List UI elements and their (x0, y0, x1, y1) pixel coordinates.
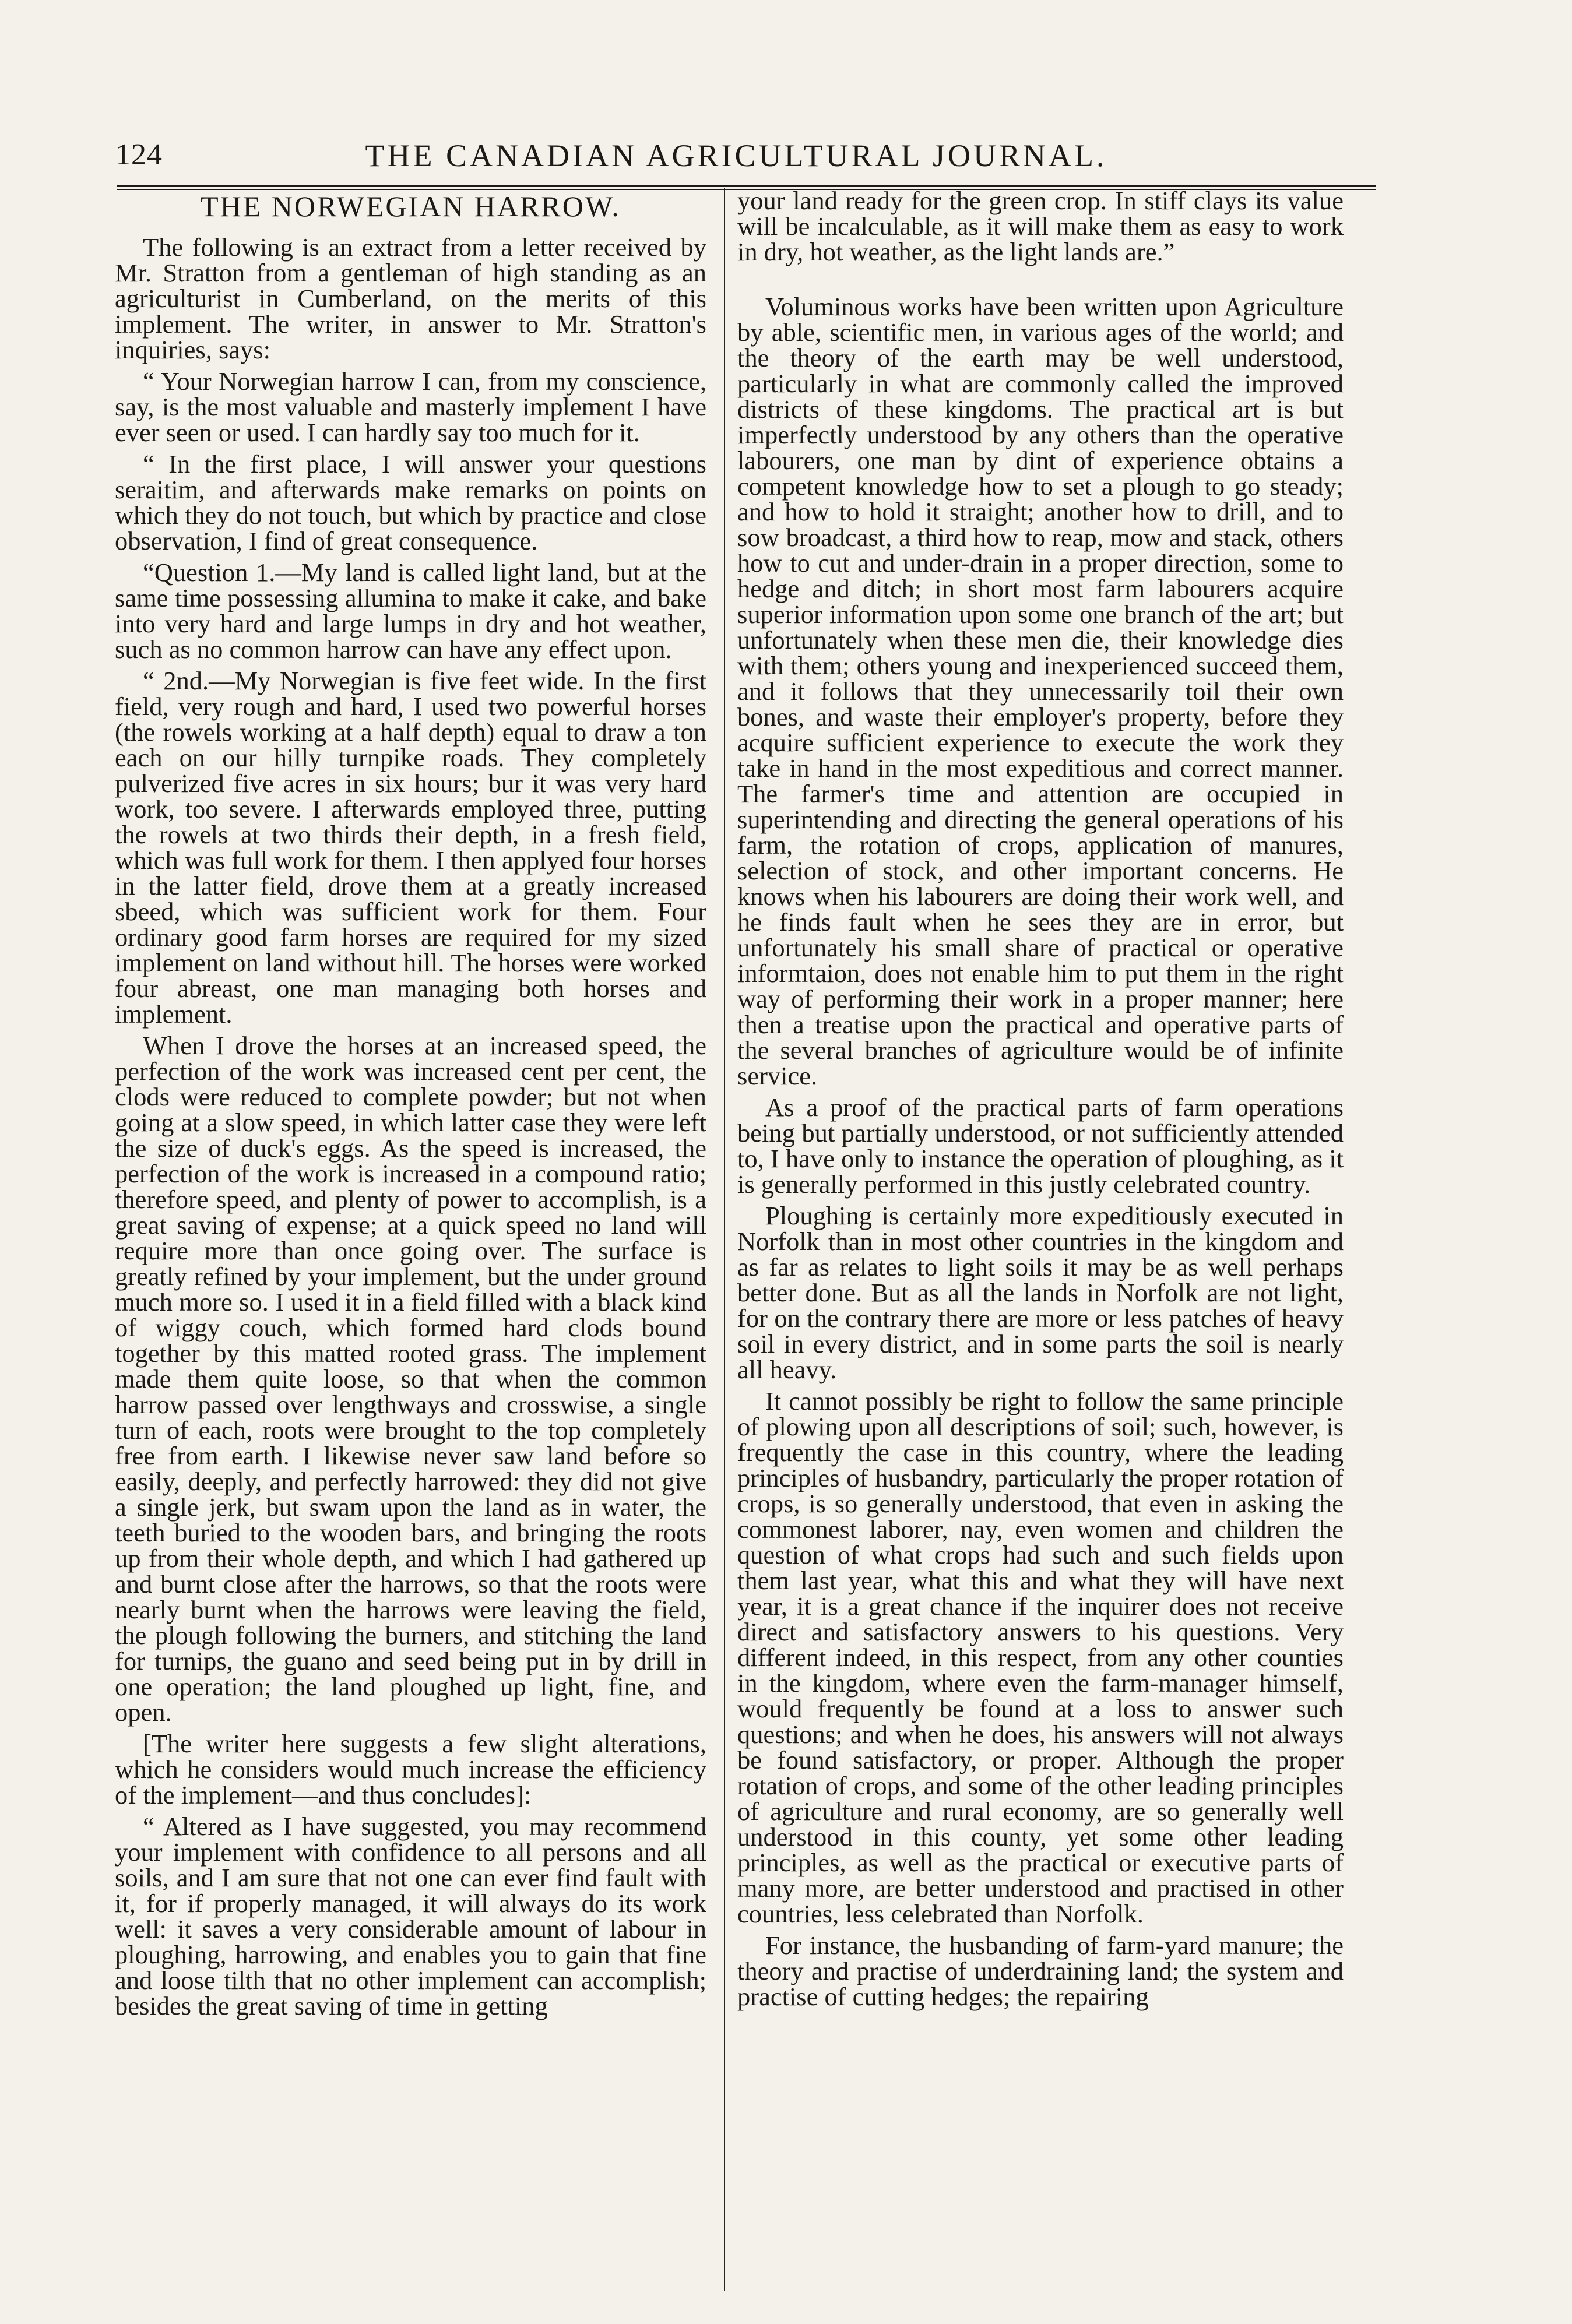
paragraph: Ploughing is certainly more expeditiously executed in Norfolk than in most other countries in the kingdom and as far as relates to light soils it may be as well perhaps better done. But as all the lands in Norfolk are not light, for on the contrary there are more or less patches of heavy soil in every district, and in some parts the soil is nearly all heavy. (737, 1201, 1344, 1384)
left-column (115, 188, 706, 2294)
right-column (737, 188, 1344, 2294)
page-number: 124 (115, 138, 163, 171)
paragraph: “ In the first place, I will answer your questions seraitim, and afterwards make remarks on points on which they do not touch, but which by practice and close observation, I find of great consequence. (115, 449, 706, 555)
paragraph: “ Your Norwegian harrow I can, from my conscience, say, is the most valuable and masterly implement I have ever seen or used. I can hardly say too much for it. (115, 367, 706, 447)
paragraph: The following is an extract from a letter received by Mr. Stratton from a gentleman of high standing as an agriculturist in Cumberland, on the merits of this implement. The writer, in answer to Mr. Stratton's inquiries, says: (115, 233, 706, 364)
paragraph: As a proof of the practical parts of farm operations being but partially understood, or not sufficiently attended to, I have only to instance the operation of ploughing, as it is generally performed in this justly celebrated country. (737, 1093, 1344, 1199)
paragraph: “Question 1.—My land is called light land, but at the same time possessing allumina to make it cake, and bake into very hard and large lumps in dry and hot weather, such as no common harrow can have any effect upon. (115, 558, 706, 664)
paragraph: When I drove the horses at an increased speed, the perfection of the work was increased cent per cent, the clods were reduced to complete powder; but not when going at a slow speed, in which latter case they were left the size of duck's eggs. As the speed is increased, the perfection of the work is increased in a compound ratio; therefore speed, and plenty of power to accomplish, is a great saving of expense; at a quick speed no land will require more than once going over. The surface is greatly refined by your implement, but the under ground much more so. I used it in a field filled with a black kind of wiggy couch, which formed hard clods bound together by this matted rooted grass. The implement made them quite loose, so that when the common harrow passed over lengthways and crosswise, a single turn of each, roots were brought to the top completely free from earth. I likewise never saw land before so easily, deeply, and perfectly harrowed: they did not give a single jerk, but swam upon the land as in water, the teeth buried to the wooden bars, and bringing the roots up from their whole depth, and which I had gathered up and burnt close after the harrows, so that the roots were nearly burnt when the harrows were leaving the field, the plough following the burners, and stitching the land for turnips, the guano and seed being put in by drill in one operation; the land ploughed up light, fine, and open. (115, 1031, 706, 1727)
paragraph: “ 2nd.—My Norwegian is five feet wide. In the first field, very rough and hard, I used two powerful horses (the rowels working at a half depth) equal to draw a ton each on our hilly turnpike roads. They completely pulverized five acres in six hours; bur it was very hard work, too severe. I afterwards employed three, putting the rowels at two thirds their depth, in a fresh field, which was full work for them. I then applyed four horses in the latter field, drove them at a greatly increased sbeed, which was sufficient work for them. Four ordinary good farm horses are required for my sized implement on land without hill. The horses were worked four abreast, one man managing both horses and implement. (115, 666, 706, 1029)
paragraph: [The writer here suggests a few slight alterations, which he considers would much increase the efficiency of the implement—and thus concludes]: (115, 1729, 706, 1809)
paragraph: your land ready for the green crop. In stiff clays its value will be incalculable, as it will make them as easy to work in dry, hot weather, as the light lands are.” (737, 188, 1344, 266)
paragraph: “ Altered as I have suggested, you may recommend your implement with confidence to all persons and all soils, and I am sure that not one can ever find fault with it, for if properly managed, it will always do its work well: it saves a very considerable amount of labour in ploughing, harrowing, and enables you to gain that fine and loose tilth that no other implement can accomplish; besides the great saving of time in getting (115, 1812, 706, 2020)
paragraph: Voluminous works have been written upon Agriculture by able, scientific men, in various ages of the world; and the theory of the earth may be well understood, particularly in what are commonly called the improved districts of these kingdoms. The practical art is but imperfectly understood by any others than the operative labourers, one man by dint of experience obtains a competent knowledge how to set a plough to go steady; and how to hold it straight; another how to drill, and to sow broadcast, a third how to reap, mow and stack, others how to cut and under-drain in a proper direction, some to hedge and ditch; in short most farm labourers acquire superior information upon some one branch of the art; but unfortunately when these men die, their knowledge dies with them; others young and inexperienced succeed them, and it follows that they unnecessarily toil their own bones, and waste their employer's property, before they acquire sufficient experience to execute the work they take in hand in the most expeditious and correct manner. The farmer's time and attention are occupied in superintending and directing the general operations of his farm, the rotation of crops, application of manures, selection of stock, and other important concerns. He knows when his labourers are doing their work well, and he finds fault when he sees they are in error, but unfortunately his small share of practical or operative informtaion, does not enable him to put them in the right way of performing their work in a proper manner; here then a treatise upon the practical and operative parts of the several branches of agriculture would be of infinite service. (737, 292, 1344, 1090)
column-divider (724, 188, 725, 2291)
running-title: THE CANADIAN AGRICULTURAL JOURNAL. (365, 138, 1107, 173)
article-title: THE NORWEGIAN HARROW. (201, 190, 621, 223)
paragraph: For instance, the husbanding of farm-yard manure; the theory and practise of underdraining land; the system and practise of cutting hedges; the repairing (737, 1931, 1344, 2011)
paragraph: It cannot possibly be right to follow the same principle of plowing upon all descriptions of soil; such, however, is frequently the case in this country, where the leading principles of husbandry, particularly the proper rotation of crops, is so generally understood, that even in asking the commonest laborer, nay, even women and children the question of what crops had such and such fields upon them last year, what this and what they will have next year, it is a great chance if the inquirer does not receive direct and satisfactory answers to his questions. Very different indeed, in this respect, from any other counties in the kingdom, where even the farm-manager himself, would frequently be found at a loss to answer such questions; and when he does, his answers will not always be found satisfactory, or proper. Although the proper rotation of crops, and some of the other leading principles of agriculture and rural economy, are so generally well understood in this county, yet some other leading principles, as well as the practical or executive parts of many more, are better understood and practised in other countries, less celebrated than Norfolk. (737, 1386, 1344, 1928)
page-header (115, 138, 1357, 172)
